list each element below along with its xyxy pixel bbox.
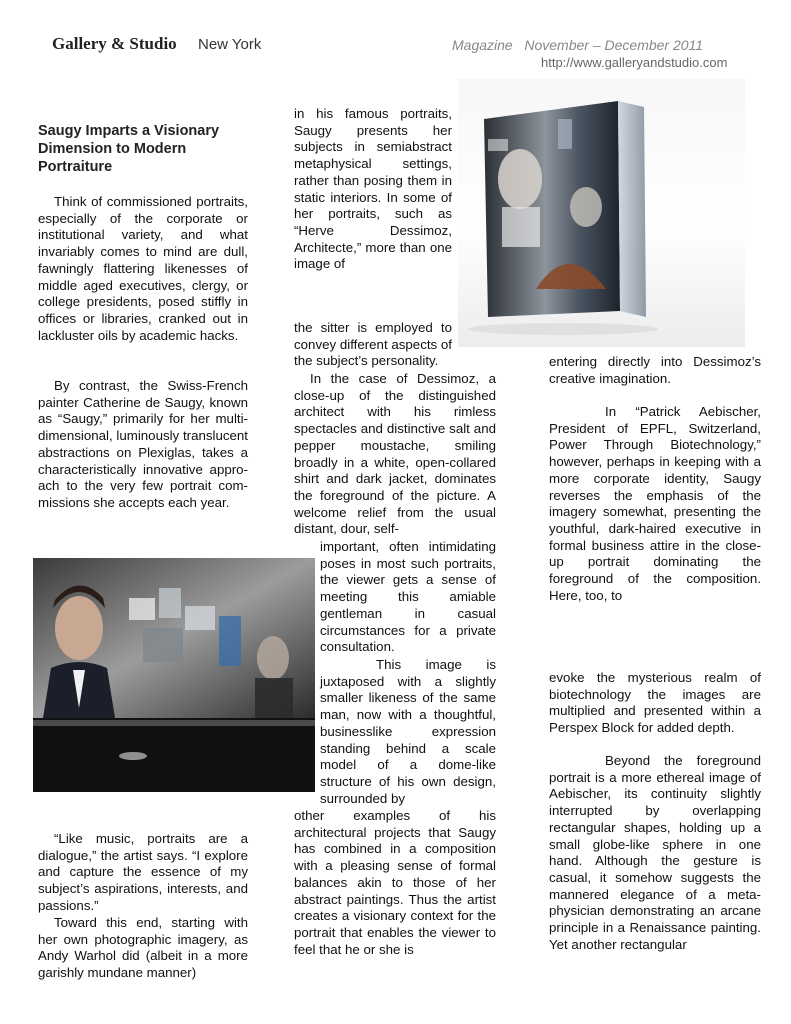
website-url[interactable]: http://www.galleryandstudio.com [541,55,728,70]
article-title: Saugy Imparts a Visionary Dimension to Modern Portraiture [38,123,220,175]
col1-paragraph-1: Think of commissioned portraits, especially of the corporate or institutional variety, and what invariably comes to mind are dull, fawningly flattering likenesses of middle aged executives, clergy, or college presidents, posed stiffly in offices or libraries, cranked out in lackluster oils by academic hacks. [38,194,248,343]
publication-name: Gallery & Studio [52,34,177,53]
plexiglas-portrait-image [33,558,315,792]
issue-info: Magazine November – December 2011 [452,37,704,53]
col1-paragraph-4: Toward this end, starting with her own photographic imagery, as Andy Warhol did (albeit in a more garishly mundane manner) [38,915,248,981]
plexiglas-block-image [458,79,745,347]
col3-paragraph-3: evoke the mysterious realm of biotechnology the images are multiplied and presented within a Perspex Block for added depth. [549,670,761,736]
col2-paragraph-3b: important, often intimidating poses in most such portraits, the viewer gets a sense of meeting this amiable gentleman in casual circumstances for a private consultation. [320,539,496,655]
col2-paragraph-1: in his famous portraits, Saugy presents her subjects in semiabstract metaphysical settings, rather than posing them in static interiors. In some of her portraits, such as “Herve Dessimoz, Architecte,” more than one image of [294,106,452,272]
col3-paragraph-4: Beyond the foreground portrait is a more ethereal image of Aebischer, its continuity slightly interrupted by overlapping rectangular shapes, holding up a small globe-like sphere in one hand. Although the gesture is casual, it somehow suggests the mannered elegance of a meta-physician demonstrating an arcane principle in a Renaissance painting. Yet another rectangular [549,753,761,952]
col1-paragraph-2: By contrast, the Swiss-French painter Catherine de Saugy, known as “Saugy,” primarily for her multi-dimensional, luminously translucent abstractions on Plexiglas, takes a characteristically innovative appro-ach to the very few portrait com-missions she accepts each year. [38,378,248,510]
portrait-block-photo [458,79,745,347]
col2-paragraph-4: This image is juxtaposed with a slightly smaller likeness of the same man, now with a thoughtful, businesslike expression standing behind a scale model of a dome-like structure of his own design, surrounded by [320,657,496,806]
col2-paragraph-3a: In the case of Dessimoz, a close-up of the distinguished architect with his rimless spectacles and distinctive salt and pepper moustache, smiling broadly in a white, open-collared shirt and dark jacket, dominates the foreground of the picture. A welcome relief from the usual distant, dour, self- [294,371,496,537]
col3-paragraph-2: In “Patrick Aebischer, President of EPFL, Switzerland, Power Through Biotechnology,” however, perhaps in keeping with a more corporate identity, Saugy reverses the emphasis of the imagery somewhat, presenting the youthful, dark-haired executive in formal business attire in the close-up portrait dominating the foreground of the composition. Here, too, to [549,404,761,603]
col3-paragraph-1: entering directly into Dessimoz’s creative imagination. [549,354,761,386]
aebischer-portrait-photo [33,558,315,792]
col1-paragraph-3: “Like music, portraits are a dialogue,” the artist says. “I explore and capture the essence of my subject’s aspirations, interests, and passions.” [38,831,248,913]
publication-city: New York [198,36,262,53]
col2-paragraph-2: the sitter is employed to convey different aspects of the subject’s personality. [294,320,452,369]
col2-paragraph-5: other examples of his architectural projects that Saugy has combined in a composition with a pleasing sense of formal balances akin to those of her abstract paintings. Thus the artist creates a visionary context for the portrait that enables the viewer to feel that he or she is [294,808,496,957]
